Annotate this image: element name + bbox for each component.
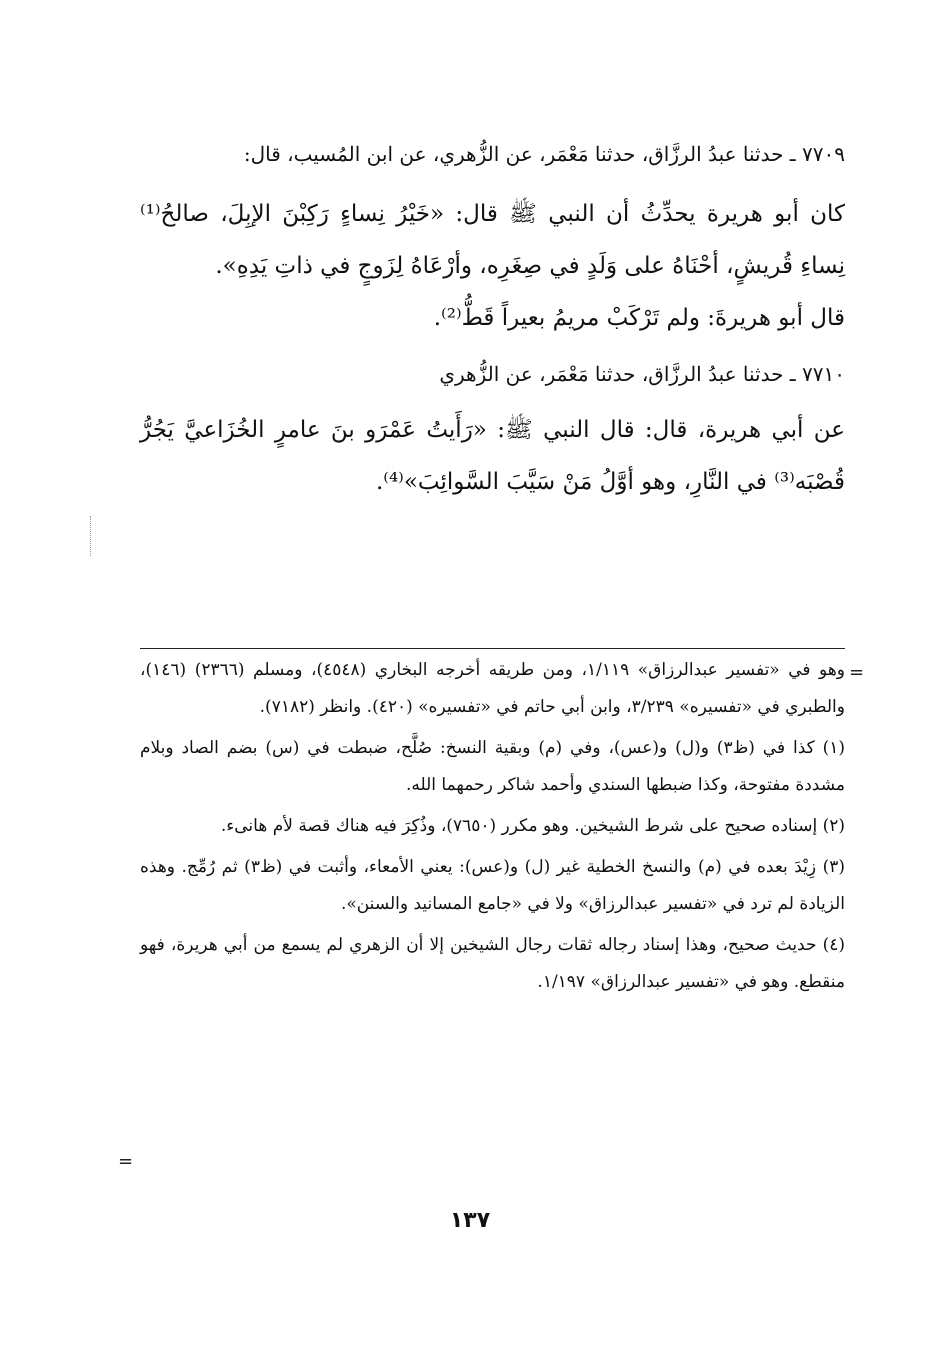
continuation-mark-top: = <box>849 662 865 683</box>
page-number: ١٣٧ <box>449 1208 491 1233</box>
footnote-continuation: وهو في «تفسير عبدالرزاق» ١/١١٩، ومن طريقه أخرجه البخاري (٤٥٤٨)، ومسلم (٢٣٦٦) (١٤٦)، والطبري في «تفسيره» ٣/٢٣٩، وابن أبي حاتم في «تفسيره» (٤٢٠). وانظر (٧١٨٢). <box>140 660 846 717</box>
hadith-7709-note: قال أبو هريرةَ: ولم تَرْكَبْ مريمُ بعيراً قَطُّ⁽²⁾. <box>433 305 845 331</box>
margin-mark <box>90 516 95 556</box>
footnote-divider <box>140 648 845 649</box>
footnote-3: (٣) زِيْدَ بعده في (م) والنسخ الخطية غير (ل) و(عس): يعني الأمعاء، وأثبت في (ظ٣) ثم رُمِّج. وهذه الزيادة لم ترد في «تفسير عبدالرزاق» ولا في «جامع المسانيد والسنن». <box>140 857 845 914</box>
main-text-area <box>140 130 845 508</box>
hadith-7709-heading: ٧٧٠٩ ـ حدثنا عبدُ الرزَّاق، حدثنا مَعْمَر، عن الزُّهري، عن ابن المُسيب، قال: <box>243 142 845 166</box>
hadith-7710-heading: ٧٧١٠ ـ حدثنا عبدُ الرزَّاق، حدثنا مَعْمَر، عن الزُّهري <box>439 362 845 386</box>
hadith-7709-text: كان أبو هريرة يحدِّثُ أن النبي ﷺ قال: «خَيْرُ نِساءٍ رَكِبْنَ الإبِلَ، صالحُ⁽¹⁾ نِساءِ قُريشٍ، أحْنَاهُ على وَلَدٍ في صِغَرِه، وأرْعَاهُ لِزَوجٍ في ذاتِ يَدِهِ». <box>140 201 845 279</box>
footnotes <box>140 652 845 1005</box>
footnote-2: (٢) إسناده صحيح على شرط الشيخين. وهو مكرر (٧٦٥٠)، وذُكِرَ فيه هناك قصة لأم هانىء. <box>220 816 845 836</box>
footnote-1: (١) كذا في (ظ٣) و(ل) و(عس)، وفي (م) وبقية النسخ: صُلَّح، ضبطت في (س) بضم الصاد وبلام مشددة مفتوحة، وكذا ضبطها السندي وأحمد شاكر رحمهما الله. <box>140 738 846 795</box>
continuation-mark-bottom: = <box>118 1151 134 1172</box>
hadith-7710-text: عن أبي هريرة، قال: قال النبي ﷺ: «رَأَيتُ عَمْرَو بنَ عامرٍ الخُزَاعيَّ يَجُرُّ قُصْبَه⁽³⁾ في النَّارِ، وهو أوَّلُ مَنْ سَيَّبَ السَّوائِبَ»⁽⁴⁾. <box>140 417 845 495</box>
footnote-4: (٤) حديث صحيح، وهذا إسناد رجاله ثقات رجال الشيخين إلا أن الزهري لم يسمع من أبي هريرة، فهو منقطع. وهو في «تفسير عبدالرزاق» ١/١٩٧. <box>140 935 845 992</box>
